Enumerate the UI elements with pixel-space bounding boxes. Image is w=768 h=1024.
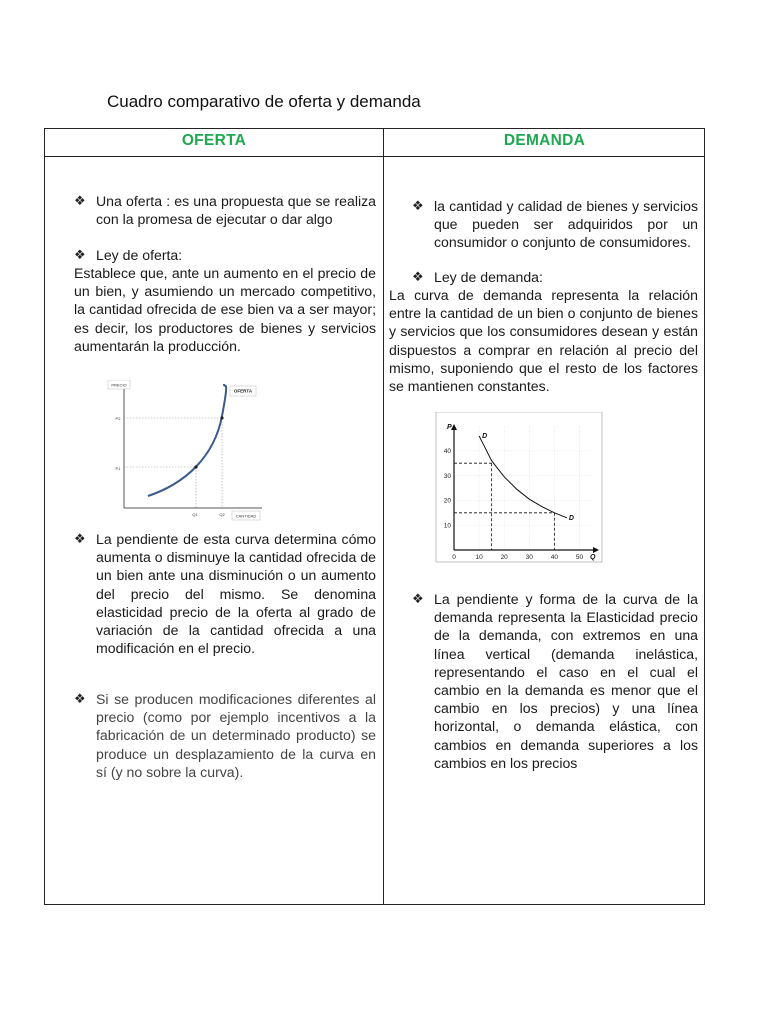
oferta-item-definition (74, 192, 376, 248)
column-divider (383, 129, 384, 904)
oferta-xtick-q2: Q2 (219, 512, 225, 517)
demanda-pendiente-text: La pendiente y forma de la curva de la demanda representa la Elasticidad precio de la demanda, con extremos en una línea vertical (demanda inelástica, representando el caso en el cual el cambio en la demanda es menor que el cambio en los precios) y una línea horizontal, o demanda elástica, con cambios en demanda superiores a los cambios en los precios (434, 591, 698, 771)
demanda-curve-label-top: D (482, 432, 488, 440)
demanda-xtick-label: 30 (525, 554, 533, 561)
oferta-pendiente-text: La pendiente de esta curva determina cómo aumenta o disminuye la cantidad ofrecida de un bien ante una disminución o un aumento del precio del mismo. Se denomina elasticidad precio de la oferta al grado de variación de la cantidad ofrecida a una modificación en el precio. (96, 531, 376, 657)
demanda-ytick-label: 20 (443, 497, 451, 505)
oferta-definition-text: Una oferta : es una propuesta que se realiza con la promesa de ejecutar o dar algo (96, 193, 376, 228)
oferta-supply-curve (148, 384, 226, 496)
oferta-desplazamiento-text: Si se producen modificaciones diferentes al precio (como por ejemplo incentivos a la fabricación de un determinado producto) se produce un desplazamiento de la curva en sí (y no sobre la curva). (96, 691, 376, 780)
demanda-ley-label: Ley de demanda: (434, 269, 543, 285)
demanda-xtick-label: 10 (475, 554, 483, 561)
demanda-xtick-label: 0 (452, 554, 456, 561)
demanda-ylabel: P (447, 424, 452, 431)
header-divider (45, 156, 704, 157)
diamond-bullet-icon: ❖ (412, 198, 424, 213)
header-demanda: DEMANDA (503, 132, 586, 149)
oferta-xlabel: CANTIDAD (235, 513, 257, 519)
demanda-xlabel: Q (590, 554, 596, 561)
oferta-item-pendiente (74, 530, 376, 676)
diamond-bullet-icon: ❖ (74, 193, 86, 208)
oferta-xtick-q1: Q1 (192, 512, 198, 517)
demanda-ytick-label: 40 (443, 448, 451, 455)
oferta-ytick-p2: P2 (115, 416, 121, 421)
demanda-curve-label-bottom: D (568, 514, 574, 522)
demanda-item-definition (412, 197, 698, 271)
oferta-ytick-p1: P1 (115, 466, 121, 471)
demanda-chart-frame (436, 412, 602, 562)
oferta-curve-label: OFERTA (233, 388, 253, 394)
diamond-bullet-icon: ❖ (74, 247, 86, 262)
demanda-xtick-label: 50 (575, 554, 584, 561)
oferta-ley-label: Ley de oferta: (96, 247, 183, 263)
oferta-supply-chart (106, 380, 266, 522)
demanda-xtick-label: 20 (500, 554, 508, 561)
diamond-bullet-icon: ❖ (412, 591, 424, 606)
oferta-item-desplazamiento (74, 690, 376, 782)
diamond-bullet-icon: ❖ (74, 691, 86, 706)
demanda-xtick-label: 40 (550, 554, 558, 561)
demanda-ytick-label: 30 (443, 472, 451, 480)
oferta-item-ley (74, 246, 376, 264)
demanda-ytick-label: 10 (443, 522, 451, 530)
oferta-ylabel: PRECIO (111, 382, 127, 388)
oferta-point-2 (220, 416, 223, 419)
diamond-bullet-icon: ❖ (412, 269, 424, 284)
demanda-item-ley (412, 268, 698, 286)
demanda-ley-paragraph: La curva de demanda representa la relación entre la cantidad de un bien o conjunto de bienes y servicios que los consumidores desean y están dispuestos a comprar en relación al precio del mismo, suponiendo que el resto de los factores se mantienen constantes. (389, 287, 698, 395)
header-oferta: OFERTA (181, 132, 247, 149)
oferta-ley-paragraph: Establece que, ante un aumento en el precio de un bien, y asumiendo un mercado competitivo, la cantidad ofrecida de ese bien va a ser mayor; es decir, los productores de bienes y servicios aumentarán la producción. (74, 265, 376, 354)
demanda-item-pendiente (412, 590, 698, 790)
demanda-demand-chart (428, 412, 604, 564)
demanda-definition-text: la cantidad y calidad de bienes y servicios que pueden ser adquiridos por un consumidor o conjunto de consumidores. (434, 198, 698, 251)
diamond-bullet-icon: ❖ (74, 531, 86, 546)
page-title: Cuadro comparativo de oferta y demanda (107, 92, 421, 111)
oferta-point-1 (194, 465, 197, 468)
